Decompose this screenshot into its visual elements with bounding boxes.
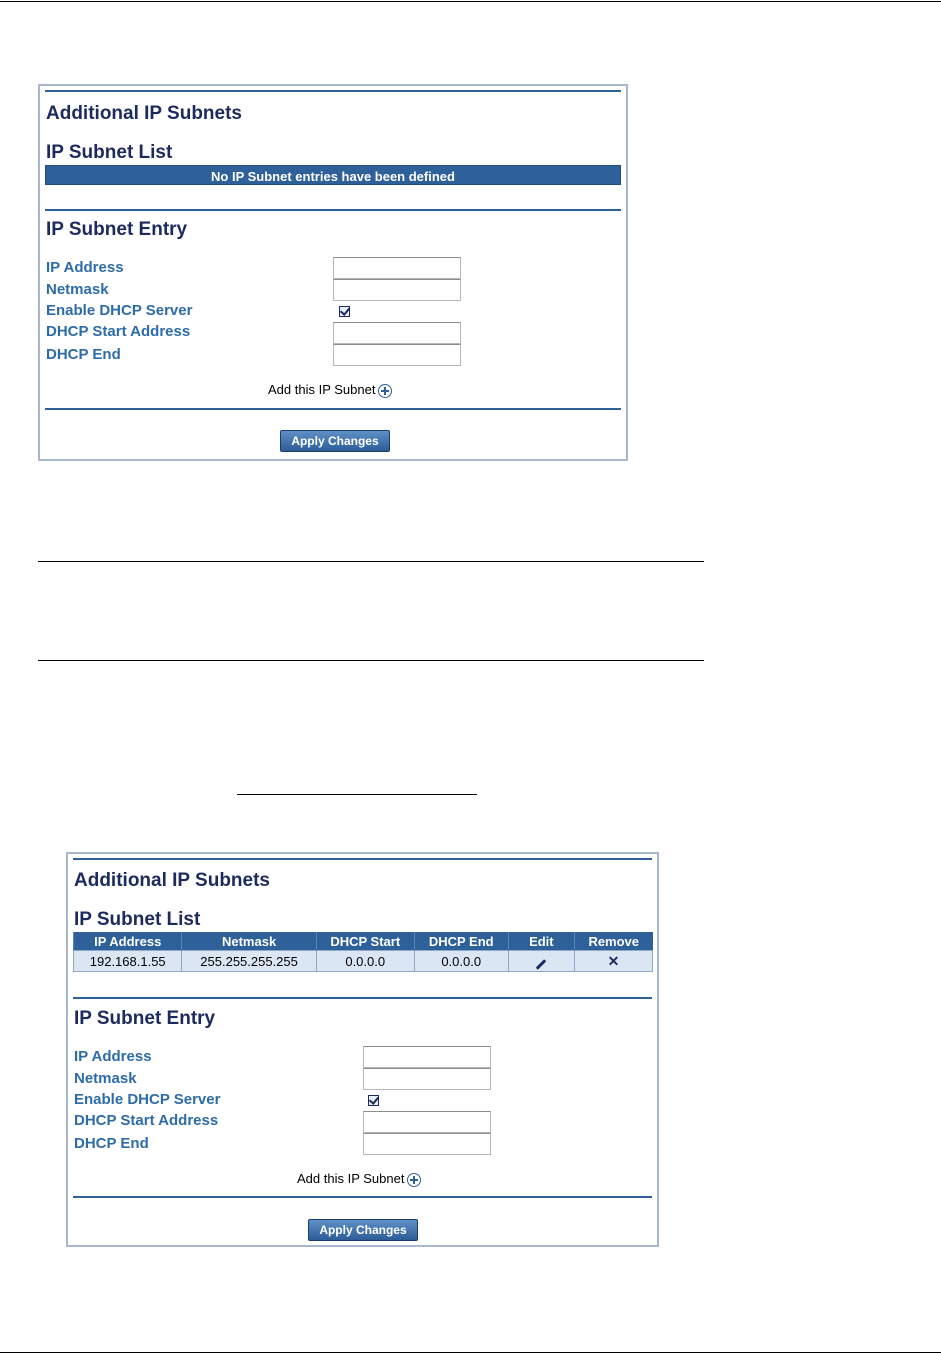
add-subnet-label: Add this IP Subnet [268, 382, 376, 397]
ip-address-input[interactable] [363, 1046, 491, 1068]
dhcp-start-input[interactable] [333, 322, 461, 344]
apply-changes-button[interactable]: Apply Changes [308, 1219, 418, 1241]
subnet-list-heading: IP Subnet List [46, 142, 173, 163]
top-divider [45, 90, 621, 92]
cell-edit [508, 951, 574, 972]
subnet-list-heading: IP Subnet List [74, 909, 201, 930]
panel-title: Additional IP Subnets [74, 870, 270, 891]
col-dhcp-start: DHCP Start [316, 932, 414, 951]
cell-ip-address: 192.168.1.55 [74, 951, 182, 972]
bottom-divider [45, 408, 621, 410]
plus-circle-icon[interactable] [407, 1173, 421, 1187]
dhcp-start-label: DHCP Start Address [46, 323, 191, 340]
cell-dhcp-start: 0.0.0.0 [316, 951, 414, 972]
netmask-label: Netmask [74, 1070, 137, 1087]
dhcp-end-input[interactable] [363, 1133, 491, 1155]
dhcp-end-label: DHCP End [46, 346, 121, 363]
add-subnet-link[interactable] [297, 1171, 421, 1187]
plus-circle-icon[interactable] [378, 384, 392, 398]
divider-rule-lower [38, 660, 704, 661]
col-netmask: Netmask [182, 932, 316, 951]
netmask-label: Netmask [46, 281, 109, 298]
ip-address-label: IP Address [74, 1048, 152, 1065]
add-subnet-link[interactable] [268, 382, 392, 398]
col-ip-address: IP Address [74, 932, 182, 951]
enable-dhcp-label: Enable DHCP Server [74, 1091, 221, 1108]
divider-rule-upper [38, 561, 704, 562]
page-bottom-rule [0, 1352, 941, 1353]
pencil-icon[interactable] [536, 959, 547, 970]
dhcp-start-label: DHCP Start Address [74, 1112, 219, 1129]
page-top-rule [0, 1, 941, 2]
enable-dhcp-checkbox[interactable] [368, 1095, 379, 1106]
enable-dhcp-label: Enable DHCP Server [46, 302, 193, 319]
enable-dhcp-checkbox[interactable] [339, 306, 350, 317]
table-row [74, 951, 653, 972]
col-dhcp-end: DHCP End [414, 932, 508, 951]
dhcp-end-label: DHCP End [74, 1135, 149, 1152]
apply-changes-button[interactable]: Apply Changes [280, 430, 390, 452]
ip-address-label: IP Address [46, 259, 124, 276]
cell-remove [574, 951, 652, 972]
add-subnet-label: Add this IP Subnet [297, 1171, 405, 1186]
netmask-input[interactable] [333, 279, 461, 301]
top-divider [73, 858, 652, 860]
ip-address-input[interactable] [333, 257, 461, 279]
subnet-entry-heading: IP Subnet Entry [74, 1008, 216, 1029]
table-header-row [74, 932, 653, 951]
x-icon[interactable]: ✕ [607, 952, 620, 969]
dhcp-end-input[interactable] [333, 344, 461, 366]
dhcp-start-input[interactable] [363, 1111, 491, 1133]
empty-list-message: No IP Subnet entries have been defined [45, 165, 621, 185]
panel-title: Additional IP Subnets [46, 103, 242, 124]
subnet-entry-heading: IP Subnet Entry [46, 219, 188, 240]
additional-ip-subnets-panel-empty [38, 84, 628, 461]
list-divider [73, 997, 652, 999]
col-edit: Edit [508, 932, 574, 951]
subnet-table [73, 932, 653, 972]
col-remove: Remove [574, 932, 652, 951]
list-divider [45, 209, 621, 211]
netmask-input[interactable] [363, 1068, 491, 1090]
cell-dhcp-end: 0.0.0.0 [414, 951, 508, 972]
cell-netmask: 255.255.255.255 [182, 951, 316, 972]
additional-ip-subnets-panel-populated [66, 852, 659, 1247]
link-underline [237, 794, 477, 795]
bottom-divider [73, 1196, 652, 1198]
